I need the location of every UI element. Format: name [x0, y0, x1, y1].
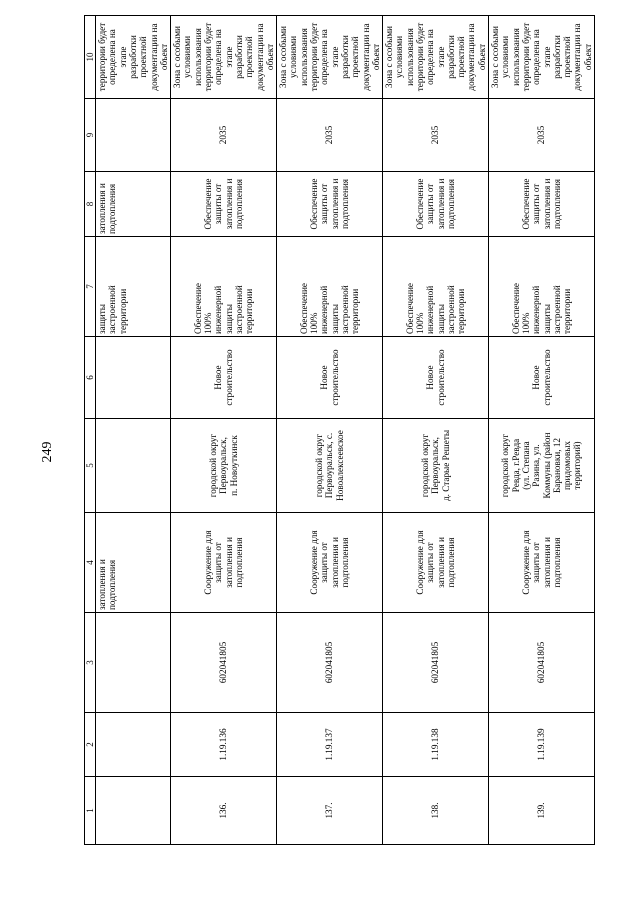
row-year: 2035	[489, 99, 595, 172]
col-header-2: 2	[85, 713, 96, 777]
row-zone: Зона с особыми условиями использования территории будет определена на этапе разработки проектной документации на объект	[277, 16, 383, 99]
cont-cell-4: затопления и подтопления	[96, 513, 171, 613]
col-header-4: 4	[85, 513, 96, 613]
row-code: 1.19.136	[171, 713, 277, 777]
row-goal: Обеспечение защиты от затопления и подтопления	[489, 172, 595, 237]
row-zone: Зона с особыми условиями использования территории будет определена на этапе разработки проектной документации на объект	[489, 16, 595, 99]
row-name: Сооружение для защиты от затопления и подтопления	[277, 513, 383, 613]
cont-cell-10: территории будет определена на этапе разработки проектной документации на объект	[96, 16, 171, 99]
row-year: 2035	[171, 99, 277, 172]
table-row	[383, 16, 489, 845]
row-purpose: Обеспечение 100% инженерной защиты застроенной территории	[383, 237, 489, 337]
row-location: городской округ Первоуральск, п. Новоуткинск	[171, 419, 277, 513]
cont-cell-5	[96, 419, 171, 513]
cont-cell-9	[96, 99, 171, 172]
row-goal: Обеспечение защиты от затопления и подтопления	[383, 172, 489, 237]
row-code: 1.19.139	[489, 713, 595, 777]
row-number: 136.	[171, 777, 277, 845]
row-location: городской округ Первоуральск, с. Новоалексеевское	[277, 419, 383, 513]
cont-cell-1	[96, 777, 171, 845]
row-purpose: Обеспечение 100% инженерной защиты застроенной территории	[277, 237, 383, 337]
row-year: 2035	[383, 99, 489, 172]
cont-cell-2	[96, 713, 171, 777]
row-status: Новое строительство	[277, 337, 383, 419]
table-row	[171, 16, 277, 845]
row-goal: Обеспечение защиты от затопления и подтопления	[277, 172, 383, 237]
row-code: 1.19.137	[277, 713, 383, 777]
row-year: 2035	[277, 99, 383, 172]
page-number: 249	[40, 441, 55, 463]
cont-cell-3	[96, 613, 171, 713]
row-name: Сооружение для защиты от затопления и подтопления	[489, 513, 595, 613]
row-number: 138.	[383, 777, 489, 845]
col-header-1: 1	[85, 777, 96, 845]
col-header-5: 5	[85, 419, 96, 513]
row-name: Сооружение для защиты от затопления и подтопления	[171, 513, 277, 613]
objects-table	[84, 15, 595, 845]
row-zone: Зона с особыми условиями использования территории будет определена на этапе разработки проектной документации на объект	[171, 16, 277, 99]
row-id: 602041805	[171, 613, 277, 713]
row-code: 1.19.138	[383, 713, 489, 777]
row-zone: Зона с особыми условиями использования территории будет определена на этапе разработки проектной документации на объект	[383, 16, 489, 99]
row-status: Новое строительство	[171, 337, 277, 419]
cont-cell-6	[96, 337, 171, 419]
col-header-10: 10	[85, 16, 96, 99]
rotated-table-wrapper	[84, 16, 593, 845]
row-id: 602041805	[489, 613, 595, 713]
continuation-row	[96, 16, 171, 845]
cont-cell-7: защиты застроенной территории	[96, 237, 171, 337]
col-header-8: 8	[85, 172, 96, 237]
row-location: городской округ Первоуральск, д. Старые Решеты	[383, 419, 489, 513]
row-status: Новое строительство	[489, 337, 595, 419]
row-purpose: Обеспечение 100% инженерной защиты застроенной территории	[171, 237, 277, 337]
row-location: городской округ Ревда, г.Ревда (ул. Степана Разина, ул. Коммуны (район Барановки, 12 придомовых территорий)	[489, 419, 595, 513]
cont-cell-8: затопления и подтопления	[96, 172, 171, 237]
row-status: Новое строительство	[383, 337, 489, 419]
col-header-6: 6	[85, 337, 96, 419]
col-header-3: 3	[85, 613, 96, 713]
table-row	[277, 16, 383, 845]
col-header-7: 7	[85, 237, 96, 337]
row-id: 602041805	[383, 613, 489, 713]
row-goal: Обеспечение защиты от затопления и подтопления	[171, 172, 277, 237]
row-name: Сооружение для защиты от затопления и подтопления	[383, 513, 489, 613]
row-number: 137.	[277, 777, 383, 845]
row-id: 602041805	[277, 613, 383, 713]
table-row	[489, 16, 595, 845]
row-purpose: Обеспечение 100% инженерной защиты застроенной территории	[489, 237, 595, 337]
header-row	[85, 16, 96, 845]
row-number: 139.	[489, 777, 595, 845]
col-header-9: 9	[85, 99, 96, 172]
